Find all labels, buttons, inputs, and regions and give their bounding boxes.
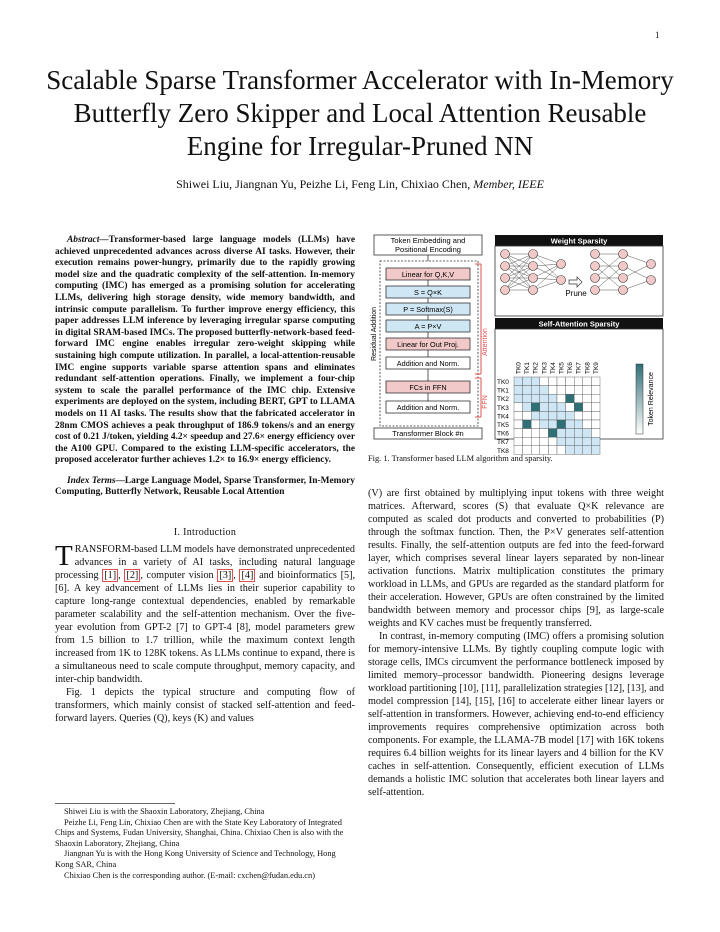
token-row-label: TK7 [497, 439, 509, 447]
ffn-label: FFN [482, 395, 489, 409]
neuron [557, 276, 566, 285]
attention-cell [583, 446, 592, 455]
attention-cell [566, 420, 575, 429]
weight-sparsity-title: Weight Sparsity [550, 236, 608, 246]
flow-block-label: Addition and Norm. [396, 359, 460, 368]
token-column-label: TK3 [541, 362, 549, 374]
neuron [591, 274, 600, 283]
attention-label: Attention [482, 328, 489, 356]
attention-cell [591, 437, 600, 446]
attention-cell [514, 437, 523, 446]
attention-cell [566, 394, 575, 403]
attention-cell [583, 394, 592, 403]
attention-cell [514, 420, 523, 429]
attention-cell [540, 403, 549, 412]
attention-cell [514, 377, 523, 386]
attention-cell [574, 394, 583, 403]
attention-sparsity-title: Self-Attention Sparsity [538, 319, 620, 329]
token-row-label: TK8 [497, 447, 509, 455]
attention-cell [548, 377, 557, 386]
neuron [591, 286, 600, 295]
embedding-label: Token Embedding and [390, 236, 466, 245]
attention-cell [591, 411, 600, 420]
neuron [501, 262, 510, 271]
attention-cell [591, 403, 600, 412]
figure-caption: Fig. 1. Transformer based LLM algorithm and sparsity. [368, 454, 553, 463]
attention-cell [591, 429, 600, 438]
relevance-gradient [636, 364, 643, 434]
neuron [619, 250, 628, 259]
attention-cell [523, 386, 532, 395]
attention-cell [548, 429, 557, 438]
attention-cell [531, 420, 540, 429]
attention-cell [557, 437, 566, 446]
citation-link[interactable]: [2] [126, 570, 139, 582]
attention-cell [566, 437, 575, 446]
attention-cell [566, 377, 575, 386]
attention-cell [574, 377, 583, 386]
attention-cell [591, 446, 600, 455]
abstract-lead: Abstract [67, 235, 100, 245]
attention-cell [548, 411, 557, 420]
attention-cell [540, 411, 549, 420]
attention-cell [531, 437, 540, 446]
token-row-label: TK2 [497, 396, 509, 404]
attention-cell [523, 420, 532, 429]
token-column-label: TK0 [515, 362, 523, 374]
attention-cell [557, 420, 566, 429]
flow-block-label: Linear for Out Proj. [397, 340, 459, 349]
attention-cell [523, 411, 532, 420]
attention-cell [514, 394, 523, 403]
footnote: Peizhe Li, Feng Lin, Chixiao Chen are with the State Key Laboratory of Integrated Chips and Systems, Fudan University, Shanghai, China. Chixiao Chen is also with the Shaoxin Laboratory, Zhejiang, China [55, 817, 344, 848]
attention-cell [583, 411, 592, 420]
citation-link[interactable]: [4] [241, 570, 254, 582]
attention-cell [574, 420, 583, 429]
neuron [501, 286, 510, 295]
token-relevance-label: Token Relevance [648, 372, 655, 426]
token-column-label: TK5 [558, 362, 566, 374]
attention-cell [540, 377, 549, 386]
prune-label: Prune [565, 289, 587, 298]
attention-cell [557, 411, 566, 420]
attention-cell [557, 403, 566, 412]
attention-cell [523, 403, 532, 412]
neuron [647, 260, 656, 269]
attention-cell [566, 429, 575, 438]
attention-cell [531, 411, 540, 420]
author-membership: Member, IEEE [473, 177, 544, 191]
attention-cell [548, 394, 557, 403]
attention-cell [523, 437, 532, 446]
attention-cell [574, 446, 583, 455]
residual-label: Residual Addition [371, 306, 378, 362]
right-column [368, 487, 664, 799]
footnote: Jiangnan Yu is with the Hong Kong University of Science and Technology, Hong Kong SAR, China [55, 849, 336, 869]
attention-cell [566, 403, 575, 412]
neuron [619, 274, 628, 283]
page-number: 1 [655, 30, 660, 40]
attention-cell [531, 386, 540, 395]
attention-cell [557, 377, 566, 386]
token-row-label: TK6 [497, 430, 509, 438]
neuron [591, 250, 600, 259]
footnote: Shiwei Liu is with the Shaoxin Laboratory, Zhejiang, China [64, 807, 265, 816]
attention-cell [566, 411, 575, 420]
neuron [529, 250, 538, 259]
attention-cell [583, 403, 592, 412]
token-row-label: TK3 [497, 404, 509, 412]
attention-cell [574, 437, 583, 446]
figure-1 [368, 234, 665, 455]
token-row-label: TK1 [497, 387, 509, 395]
embedding-label-2: Positional Encoding [395, 245, 461, 254]
attention-cell [574, 403, 583, 412]
neuron [501, 274, 510, 283]
attention-cell [514, 403, 523, 412]
attention-cell [566, 446, 575, 455]
attention-cell [540, 386, 549, 395]
neuron [501, 250, 510, 259]
attention-cell [591, 420, 600, 429]
token-column-label: TK2 [532, 362, 540, 374]
neuron [619, 286, 628, 295]
attention-cell [574, 411, 583, 420]
citation-link[interactable]: [3] [219, 570, 232, 582]
token-column-label: TK7 [575, 362, 583, 374]
transformer-block-label: Transformer Block #n [392, 429, 464, 438]
flow-block-label: S = Q×K [414, 288, 442, 297]
attention-cell [557, 386, 566, 395]
token-column-label: TK1 [524, 362, 532, 374]
attention-cell [540, 420, 549, 429]
abstract [55, 235, 355, 467]
attention-cell [514, 429, 523, 438]
attention-cell [523, 394, 532, 403]
token-column-label: TK6 [567, 362, 575, 374]
flow-block-label: FCs in FFN [409, 383, 447, 392]
attention-cell [591, 394, 600, 403]
author-line [40, 177, 680, 192]
index-terms-text: —Large Language Model, Sparse Transformer, In-Memory Computing, Butterfly Network, Reusable Local Attention [55, 475, 355, 498]
figure-1-diagram [368, 234, 665, 455]
section-heading-introduction: I. Introduction [173, 527, 237, 539]
attention-cell [548, 420, 557, 429]
attention-cell [531, 394, 540, 403]
neuron [647, 276, 656, 285]
right-paragraph-1: (V) are first obtained by multiplying input tokens with three weight matrices. Afterward, scores (S) that evaluate Q×K relevance are computed as scaled dot products and converted to probabilities (P) through the softmax function. Then, the P×V generates self-attention results. Finally, the self-attention outputs are fed into the feed-forward layer, which comprises several linear layers separated by non-linear activation functions. Matrix multiplication constitutes the primary workload in LLMs, and GPUs are regarded as the standard platform for their acceleration. However, GPUs are often constrained by the limited bandwidth between memory and processor chips [9], as large-scale weights and KV caches must be frequently transferred. [368, 488, 664, 629]
flow-block-label: Linear for Q,K,V [401, 270, 455, 279]
flow-block-label: Addition and Norm. [396, 403, 460, 412]
neuron [557, 260, 566, 269]
intro-paragraph-1: TRANSFORM-based LLM models have demonstrated unprecedented advances in a variety of AI tasks, including natural language processing [1] , [2] , computer vision [3] , [4] and bioinformatics [5], [6]. A key advancement of LLMs lies in their superior capability to capture long-range contextual dependencies, enabled by remarkable parameter scalability and the self-attention mechanism. Over the five-year evolution from GPT-2 [7] to GPT-4 [8], model parameters grew from 1.5 billion to 1.7 trillion, while the maximum context length increased from 1K to 128K tokens. As LLMs continue to expand, there is a simultaneous need to scale compute throughput, memory capacity, and inter-chip bandwidth. [55, 540, 356, 686]
token-row-label: TK4 [497, 413, 509, 421]
flow-block-label: A = P×V [414, 322, 442, 331]
attention-cell [540, 437, 549, 446]
token-column-label: TK9 [592, 362, 600, 374]
flow-block-label: P = Softmax(S) [403, 305, 453, 314]
neuron [529, 274, 538, 283]
drop-cap: T [55, 540, 73, 573]
attention-cell [583, 429, 592, 438]
right-paragraph-2: In contrast, in-memory computing (IMC) offers a promising solution for memory-intensive LLMs. By tightly coupling compute logic with storage cells, IMCs circumvent the performance bottleneck imposed by limited memory–processor bandwidth. Pioneering designs leverage workload partitioning [10], [11], parallelization strategies [12], [13], and model compression [14], [15], [16] to accelerate either linear layers or self-attention in transformers. However, achieving end-to-end efficiency improvements requires comprehensive optimization across both components. For example, the LLAMA-7B model [17] with 16K tokens requires 6.4 billion weights for its linear layers and 4 billion for the KV caches in self-attention. Consequently, efficient execution of LLMs demands a holistic IMC solution that accelerates both linear layers and self-attention. [368, 631, 664, 798]
paper-title: Scalable Sparse Transformer Accelerator with In-Memory Butterfly Zero Skipper and Local Attention Reusable Engine for Irregular-Pruned NN [46, 65, 674, 161]
attention-cell [583, 420, 592, 429]
left-column [55, 235, 355, 725]
token-row-label: TK0 [497, 379, 509, 386]
token-row-label: TK5 [497, 422, 509, 429]
attention-cell [591, 386, 600, 395]
attention-cell [566, 386, 575, 395]
index-terms [55, 476, 355, 499]
footnotes [55, 803, 355, 881]
token-column-label: TK4 [549, 362, 557, 374]
attention-cell [583, 377, 592, 386]
attention-cell [548, 403, 557, 412]
token-column-label: TK8 [584, 362, 592, 374]
attention-cell [514, 411, 523, 420]
attention-cell [523, 429, 532, 438]
attention-cell [583, 386, 592, 395]
neuron [591, 262, 600, 271]
attention-cell [557, 429, 566, 438]
attention-cell [548, 437, 557, 446]
attention-cell [591, 377, 600, 386]
attention-cell [540, 429, 549, 438]
attention-cell [583, 437, 592, 446]
attention-cell [574, 429, 583, 438]
neuron [529, 286, 538, 295]
intro-paragraph-2: Fig. 1 depicts the typical structure and computing flow of transformers, which mainly consist of stacked self-attention and feed-forward layers. Queries (Q), keys (K) and values [55, 687, 355, 725]
attention-cell [531, 377, 540, 386]
attention-cell [523, 377, 532, 386]
neuron [529, 262, 538, 271]
attention-cell [531, 429, 540, 438]
footnote: Chixiao Chen is the corresponding author. (E-mail: cxchen@fudan.edu.cn) [64, 870, 315, 880]
attention-cell [557, 446, 566, 455]
attention-cell [531, 403, 540, 412]
abstract-text: —Transformer-based large language models (LLMs) have achieved unprecedented advances across diverse AI tasks. However, their execution remains power-hungry, primarily due to the rapidly growing model size and the quadratic complexity of the self-attention. In-memory computing (IMC) has emerged as a promising solution for accelerating LLMs, delivering high storage density, wide memory bandwidth, and intrinsic compute parallelism. To further improve energy efficiency, this paper addresses LLM inference by leveraging irregular sparse computing in digital SRAM-based IMCs. The proposed butterfly-network-based feed-forward IMC engine enables irregular zero-weight skipping while sustaining high compute utilization. In parallel, a local-attention-reusable IMC engine supports variable sparse attention spans and eliminates redundant self-attention operations. Finally, we implement a four-chip system to scale the parallel performance of the IMC chip. Extensive experiments are deployed on the system, including BERT, GPT to LLAMA models on 11 AI tasks. The results show that the fabricated accelerator in 28nm CMOS achieves a peak throughput of 186.9 tokens/s and an energy cost of 0.21 J/token, yielding 4.2× speedup and 27.6× energy efficiency over the A100 GPU. Compared to the existing LLM-specific accelerators, the proposed accelerator further achieves 1.2× to 16.9× energy efficiency. [55, 235, 355, 466]
footnote-rule [55, 803, 175, 804]
prune-arrow-icon [569, 277, 582, 287]
index-terms-lead: Index Terms [67, 475, 116, 486]
attention-cell [540, 394, 549, 403]
attention-cell [514, 386, 523, 395]
attention-cell [548, 386, 557, 395]
neuron [619, 262, 628, 271]
author-names: Shiwei Liu, Jiangnan Yu, Peizhe Li, Feng Lin, Chixiao Chen, [176, 177, 471, 191]
attention-cell [574, 386, 583, 395]
citation-link[interactable]: [1] [104, 570, 117, 582]
attention-cell [557, 394, 566, 403]
